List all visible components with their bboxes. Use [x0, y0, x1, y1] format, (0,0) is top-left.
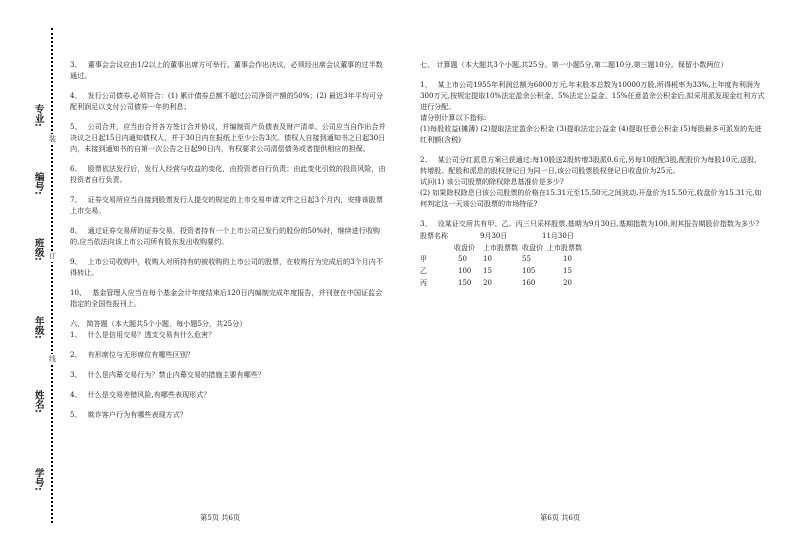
- table-subheader: 收盘价: [522, 243, 543, 252]
- field-name-label: 姓名:: [32, 390, 44, 413]
- field-major: [30, 104, 44, 127]
- calc-question-2-ask-2: (2) 如果除权除息日该公司股票的价格在15.31元至15.50元之间波动,开盘价为15.50元,收盘价为15.31元,如何判定这一天该公司股票的市场特征?: [420, 187, 762, 208]
- table-subheader: 上市股票数: [547, 243, 582, 252]
- calc-question-3: 3、 设某证交所共有甲、乙、丙三只采样股票,基期为9月30日,基期指数为100,则其报告期股价指数为多少? 股票名称 9月30日 11月30日 收盘价 上市股票数 收盘价 上市股票数 甲 50 10 55 10 乙 100 15 105 15 丙 150 20 160 20: [420, 219, 765, 290]
- field-class-label: 班级:: [32, 238, 44, 261]
- question-item: 5、 欺诈客户行为有哪些表现方式？: [70, 409, 187, 419]
- section-7-title: 七、 计算题（本大题共3个小题,共25分。第一小题5分,第二题10分,第三题10分。保留小数两位）: [420, 60, 728, 69]
- table-header-date-1: 9月30日: [480, 231, 508, 240]
- question-item: 1、 什么是信用交易？透支交易有什么危害？: [70, 329, 216, 339]
- table-subheader: 收盘价: [454, 243, 475, 252]
- calc-question-2: 2、 某公司分红派息方案已获通过:每10股送2股转增3股派0.6元,另每10股配3股,配股价为每股10元,送股、转增股、配股和派息的股权登记日为同一日,该公司股票股权登记日收盘价为25元。 试问(1) 该公司股票的除权除息基准价是多少? (2) 如果除权除息日该公司股票的价格在15.31元至15.50元之间波动,开盘价为15.50元,收盘价为15.31元,如何判定这一天该公司股票的市场特征?: [420, 155, 765, 210]
- table-subheader-row: [420, 243, 588, 255]
- binding-mark: 订: [49, 252, 56, 260]
- question-item: 3、 什么是内幕交易行为？禁止内幕交易的措施主要有哪些？: [70, 369, 265, 379]
- page-6-footer: 第6页 共6页: [540, 513, 581, 522]
- statement-item: 6、 股票依法发行后，发行人经营与收益的变化，由投资者自行负责；由此变化引致的投资风险，由投资者自行负责。: [70, 163, 386, 184]
- table-subheader: 上市股票数: [483, 243, 518, 252]
- statement-item: 10、 基金管理人应当在每个基金会计年度结束后120日内编制完成年度报告，并刊登在中国证监会指定的全国性报刊上。: [70, 287, 383, 308]
- statement-item: 8、 通过证券交易所的证券交易，投资者持有一个上市公司已发行的股份的50%时，继续进行收购的,应当依法向该上市公司所有股东发出收购要约。: [70, 225, 381, 246]
- table-row: 甲 50 10 55 10: [420, 255, 572, 264]
- calc-question-1-sub: 请分别计算以下指标:: [420, 112, 487, 122]
- field-major-label: 专业:: [32, 104, 44, 127]
- statement-item: 4、 发行公司债券,必须符合：(1) 累计债券总额不超过公司净资产额的50%；(2) 最近3年平均可分配利润足以支付公司债券一年的利息；: [70, 90, 384, 111]
- field-class: [30, 238, 44, 261]
- table-header-row: [420, 231, 588, 243]
- field-name: [30, 390, 44, 413]
- table-row: 丙 150 20 160 20: [420, 279, 572, 288]
- binding-strip: [0, 0, 72, 560]
- question-item: 4、 什么是交易差错风险,有哪些表现形式？: [70, 389, 211, 399]
- calc-question-1-list: (1)每股收益(摊薄) (2)提取法定盈余公积金 (3)提取法定公益金 (4)提取任意公积金 (5)每股最多可派发的先进红利额(含税): [420, 123, 762, 144]
- binding-mark: 线: [49, 355, 56, 363]
- statement-item: 3、 董事会会议应由1/2以上的董事出席方可举行。董事会作出决议，必须经出席会议董事的过半数通过。: [70, 60, 383, 80]
- statement-item: 5、 公司合并，应当由合并各方签订合并协议，并编制资产负债表及财产清单。公司应当自作出合并决议之日起15日内通知债权人，并于30日内在报纸上至少公告3次。债权人自接到通知书之日起30日内，未接到通知书的自第一次公告之日起90日内，有权要求公司清偿债务或者提供相应的担保。: [70, 121, 386, 153]
- table-header-stock: 股票名称: [420, 231, 448, 240]
- calc-question-1: 1、 某上市公司1955年利润总额为6000万元,年末股本总数为10000万股,所得税率为33%,上年度有利润为300万元,按规定提取10%法定盈余公积金、5%法定公益金、15%任意盈余公积金后,拟采用派发现金红利方式进行分配。 请分别计算以下指标: (1)每股收益(摊薄) (2)提取法定盈余公积金 (3)提取法定公益金 (4)提取任意公积金 (5)每股最多可派发的先进红利额(含税): [420, 79, 765, 144]
- field-student-id-label: 学号:: [32, 468, 44, 491]
- calc-question-2-ask-1: 试问(1) 该公司股票的除权除息基准价是多少?: [420, 176, 564, 186]
- table-row: 乙 100 15 105 15: [420, 267, 572, 276]
- field-student-id: [30, 468, 44, 491]
- page-5-column: [70, 60, 388, 430]
- table-header-date-2: 11月30日: [542, 231, 574, 240]
- page-5-footer: 第5页 共6页: [200, 513, 241, 522]
- field-number: [30, 172, 44, 195]
- statement-item: 9、 上市公司收购中，收购人对所持有的被收购的上市公司的股票，在收购行为完成后的3个月内不得转让。: [70, 256, 383, 277]
- section-6-title: 六、 简答题（本大题共5个小题，每小题5分，共25分）: [70, 318, 247, 328]
- page-6-column: [420, 60, 765, 299]
- stock-table: [420, 231, 588, 290]
- binding-mark: 装: [49, 135, 56, 143]
- binding-dashed-line: [51, 28, 53, 523]
- question-item: 2、 有形席位与无形席位有哪些区别？: [70, 349, 195, 359]
- statement-item: 7、 证券交易所应当自接到股票发行人提交的规定的上市交易申请文件之日起3个月内，安排该股票上市交易。: [70, 194, 383, 215]
- field-grade: [30, 316, 44, 339]
- field-number-label: 编号:: [32, 172, 44, 195]
- field-grade-label: 年级:: [32, 316, 44, 339]
